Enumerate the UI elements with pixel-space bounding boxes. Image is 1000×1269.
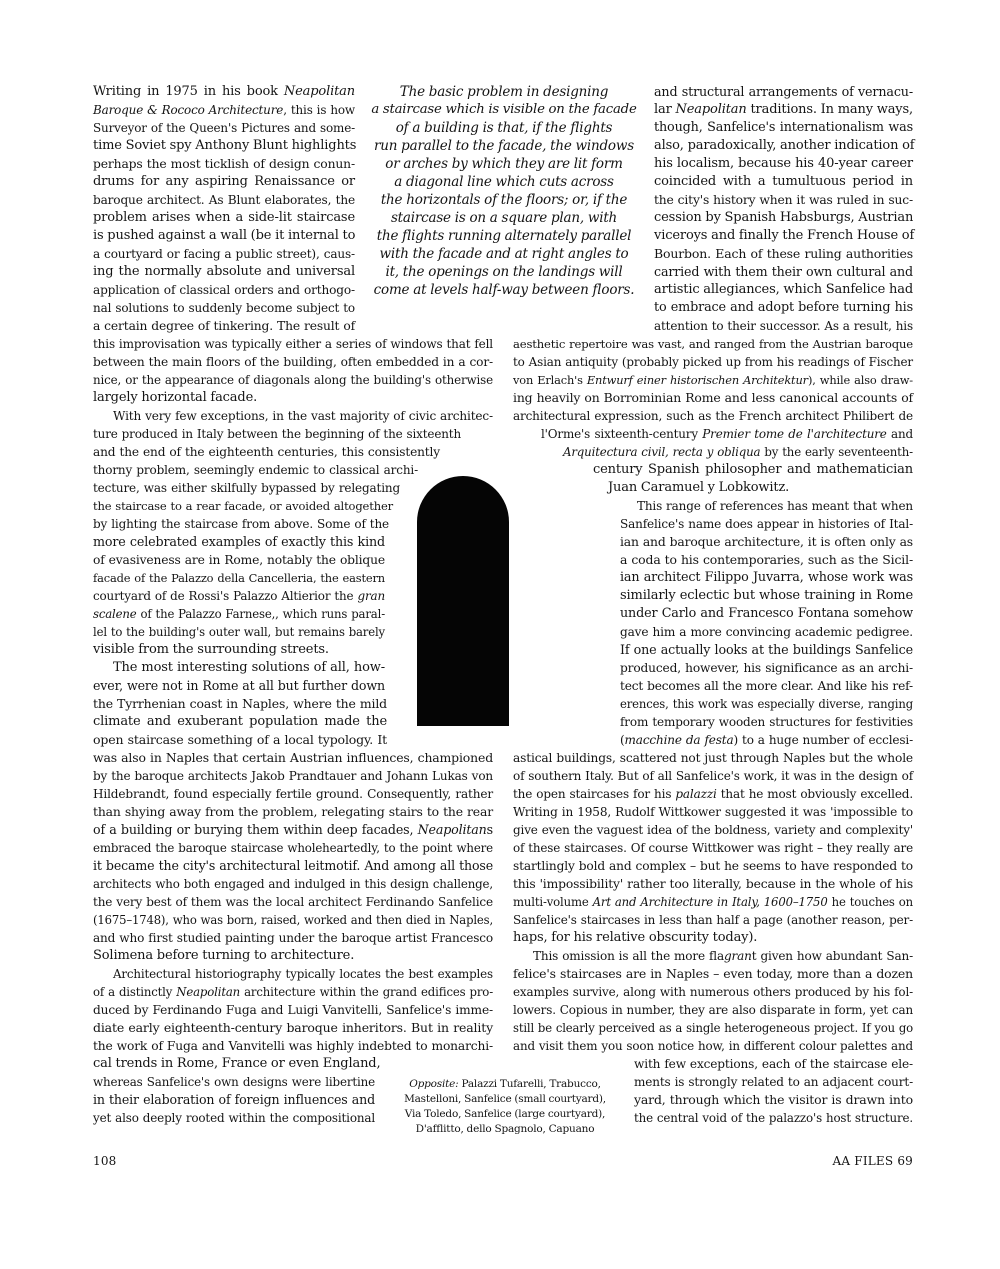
right-col-line: yard, through which the visitor is drawn into [634,1092,913,1107]
right-col-line: under Carlo and Francesco Fontana somehow [620,606,913,621]
left-col-line: Baroque & Rococo Architecture, this is how [93,103,355,117]
right-col-line: to Asian antiquity (probably picked up from his readings of Fischer [513,355,913,369]
left-col-line: cal trends in Rome, France or even England, [93,1056,381,1071]
right-col-line: Sanfelice's staircases in less than half a page (another reason, per- [513,913,913,927]
pull-quote-line: run parallel to the facade, the windows [374,138,634,154]
left-col-line: is pushed against a wall (be it internal to [93,228,356,243]
right-col-line: his localism, because his 40-year career [654,156,913,171]
left-col-line: time Soviet spy Anthony Blunt highlights [93,138,357,153]
right-col-line: examples survive, along with numerous others produced by his fol- [513,985,913,999]
left-col-line: application of classical orders and orthogo- [93,283,355,297]
right-col-line: a coda to his contemporaries, such as the Sicil- [620,552,913,567]
right-col-line: lar Neapolitan traditions. In many ways, [654,102,913,117]
right-col-line: Juan Caramuel y Lobkowitz. [608,480,790,495]
right-col-line: of these staircases. Of course Wittkower was right – they really are [513,841,913,855]
right-col-line: von Erlach's Entwurf einer historischen Architektur), while also draw- [513,373,913,387]
pull-quote-line: staircase is on a square plan, with [390,210,618,226]
right-col-line: Writing in 1958, Rudolf Wittkower suggested it was 'impossible to [513,805,913,819]
right-col-line: ing heavily on Borrominian Rome and less canonical accounts of [513,390,913,405]
right-col-line: this 'impossibility' rather too literally, because in the whole of his [513,877,913,891]
pull-quote-line: or arches by which they are lit form [385,156,623,172]
right-col-line: astical buildings, scattered not just through Naples but the whole [513,751,913,765]
left-col-line: of evasiveness are in Rome, notably the oblique [93,553,385,567]
caption-line: Via Toledo, Sanfelice (large courtyard), [404,1108,606,1120]
right-col-line: aesthetic repertoire was vast, and ranged from the Austrian baroque [513,337,913,351]
right-col-line: Bourbon. Each of these ruling authorities [654,246,913,261]
left-col-line: Hildebrandt, found especially fertile ground. Consequently, rather [93,787,493,801]
left-col-line: (1675–1748), who was born, raised, worked and then died in Naples, [93,913,493,927]
left-col-line: nal solutions to suddenly become subject to [93,301,355,315]
left-col-line: architects who both engaged and indulged in this design challenge, [93,877,493,891]
left-col-line: the very best of them was the local architect Ferdinando Sanfelice [93,895,493,909]
right-col-line: and visit them you soon notice how, in different colour palettes and [513,1039,913,1053]
right-col-line: of southern Italy. But of all Sanfelice's work, it was in the design of [513,769,913,783]
left-col-line: a certain degree of tinkering. The result of [93,319,355,333]
left-col-line: diate early eighteenth-century baroque inheritors. But in reality [93,1020,493,1035]
right-col-line: carried with them their own cultural and [654,264,913,279]
left-col-line: duced by Ferdinando Fuga and Luigi Vanvitelli, Sanfelice's imme- [93,1003,493,1017]
right-col-line: the central void of the palazzo's host structure. [634,1111,913,1125]
left-col-line: The most interesting solutions of all, how- [113,660,385,675]
right-col-line: the open staircases for his palazzi that he most obviously excelled. [513,787,914,801]
right-col-line: l'Orme's sixteenth-century Premier tome de l'architecture and [541,427,913,441]
left-col-line: largely horizontal facade. [93,390,258,405]
left-col-line: than shying away from the problem, relegating stairs to the rear [93,804,493,819]
left-col-line: scalene of the Palazzo Farnese,, which runs paral- [93,607,385,621]
left-col-line: of a building or burying them within deep facades, Neapolitans [93,822,493,837]
left-col-line: in their elaboration of foreign influences and [93,1092,375,1107]
right-col-line: with few exceptions, each of the staircase ele- [634,1057,913,1071]
right-col-line: gave him a more convincing academic pedigree. [620,625,913,639]
left-col-line: visible from the surrounding streets. [93,642,329,657]
right-col-line: still be clearly perceived as a single heterogeneous project. If you go [513,1021,913,1035]
right-col-line: attention to their successor. As a result, his [654,319,913,333]
pull-quote-line: come at levels half-way between floors. [373,282,635,298]
left-col-line: and who first studied painting under the baroque artist Francesco [93,931,493,945]
left-col-line: the staircase to a rear facade, or avoided altogether [93,499,393,513]
left-col-line: open staircase something of a local typology. It [93,732,387,747]
left-col-line: Writing in 1975 in his book Neapolitan [93,84,355,99]
right-col-line: produced, however, his significance as an archi- [620,661,913,675]
left-col-line: between the main floors of the building, often embedded in a cor- [93,355,493,369]
left-col-line: baroque architect. As Blunt elaborates, the [93,193,355,207]
left-col-line: courtyard of de Rossi's Palazzo Altierior the gran [93,589,385,603]
pull-quote-line: it, the openings on the landings will [385,264,623,280]
page-number: 108 [93,1154,117,1168]
pull-quote-line: The basic problem in designing [399,84,609,100]
left-col-line: a courtyard or facing a public street), caus- [93,247,355,261]
left-col-line: With very few exceptions, in the vast majority of civic architec- [113,409,493,423]
right-col-line: architectural expression, such as the French architect Philibert de [513,409,913,423]
left-col-line: it became the city's architectural leitmotif. And among all those [93,858,493,873]
arch-image [417,476,509,726]
left-col-line: Solimena before turning to architecture. [93,948,355,963]
right-col-line: give even the vaguest idea of the boldness, variety and complexity' [513,823,913,837]
right-col-line: also, paradoxically, another indication of [654,138,915,153]
caption-line: Mastelloni, Sanfelice (small courtyard), [404,1093,606,1105]
right-col-line: ian and baroque architecture, it is often only as [620,535,913,549]
right-col-line: startlingly bold and complex – but he seems to have responded to [513,859,913,873]
right-col-line: This omission is all the more flagrant given how abundant San- [533,949,913,963]
right-col-line: Arquitectura civil, recta y obliqua by the early seventeenth- [563,445,913,459]
left-col-line: perhaps the most ticklish of design conun- [93,157,355,171]
left-col-line: ing the normally absolute and universal [93,264,355,279]
left-col-line: embraced the baroque staircase wholeheartedly, to the point where [93,841,493,855]
left-col-line: Architectural historiography typically locates the best examples [113,967,493,981]
left-col-line: Surveyor of the Queen's Pictures and some- [93,121,355,135]
left-col-line: lel to the building's outer wall, but remains barely [93,625,385,639]
left-col-line: facade of the Palazzo della Cancelleria, the eastern [93,571,385,585]
left-col-line: tecture, was either skilfully bypassed by relegating [93,481,400,495]
left-col-line: by lighting the staircase from above. Some of the [93,517,389,531]
pull-quote-line: a staircase which is visible on the facade [371,102,637,117]
pull-quote-line: the horizontals of the floors; or, if the [380,192,628,208]
left-col-line: was also in Naples that certain Austrian influences, championed [93,750,493,765]
caption-line: D'afflitto, dello Spagnolo, Capuano [415,1123,595,1135]
right-col-line: cession by Spanish Habsburgs, Austrian [654,210,914,225]
right-col-line: coincided with a tumultuous period in [654,174,913,189]
left-col-line: this improvisation was typically either a series of windows that fell [93,337,493,351]
journal-name: AA FILES 69 [832,1154,913,1168]
caption-line: Opposite: Palazzi Tufarelli, Trabucco, [409,1078,601,1090]
right-col-line: erences, this work was especially diverse, ranging [620,697,913,711]
left-col-line: and the end of the eighteenth centuries, this consistently [93,445,440,459]
pull-quote-line: with the facade and at right angles to [379,246,629,262]
left-col-line: more celebrated examples of exactly this kind [93,534,385,549]
left-col-line: nice, or the appearance of diagonals along the building's otherwise [93,373,493,387]
left-col-line: the work of Fuga and Vanvitelli was highly indebted to monarchi- [93,1039,493,1053]
right-col-line: viceroys and finally the French House of [654,228,915,243]
left-col-line: of a distinctly Neapolitan architecture within the grand edifices pro- [93,985,493,999]
right-col-line: multi-volume Art and Architecture in Italy, 1600–1750 he touches on [513,895,913,909]
right-col-line: to embrace and adopt before turning his [654,300,913,315]
left-col-line: climate and exuberant population made the [93,714,387,729]
right-col-line: and structural arrangements of vernacu- [654,84,913,99]
right-col-line: haps, for his relative obscurity today). [513,930,758,945]
pull-quote-line: a diagonal line which cuts across [394,174,614,190]
left-col-line: ever, were not in Rome at all but further down [93,678,385,693]
pull-quote-line: the flights running alternately parallel [376,228,632,244]
left-col-line: the Tyrrhenian coast in Naples, where the mild [93,696,387,711]
left-col-line: thorny problem, seemingly endemic to classical archi- [93,463,418,477]
right-col-line: If one actually looks at the buildings Sanfelice [620,642,913,657]
right-col-line: ian architect Filippo Juvarra, whose work was [620,570,913,585]
right-col-line: though, Sanfelice's internationalism was [654,120,913,135]
right-col-line: (macchine da festa) to a huge number of ecclesi- [620,733,913,747]
right-col-line: lowers. Copious in number, they are also disparate in form, yet can [513,1003,913,1017]
right-col-line: similarly eclectic but whose training in Rome [620,588,913,603]
right-col-line: century Spanish philosopher and mathematician [593,462,913,477]
pull-quote-line: of a building is that, if the flights [395,120,613,136]
left-col-line: yet also deeply rooted within the compositional [93,1111,375,1125]
right-col-line: Sanfelice's name does appear in histories of Ital- [620,517,913,531]
right-col-line: This range of references has meant that when [637,499,913,513]
right-col-line: felice's staircases are in Naples – even today, more than a dozen [513,966,913,981]
left-col-line: whereas Sanfelice's own designs were libertine [93,1075,375,1089]
left-col-line: drums for any aspiring Renaissance or [93,174,355,189]
left-col-line: by the baroque architects Jakob Prandtauer and Johann Lukas von [93,769,493,783]
right-col-line: ments is strongly related to an adjacent court- [634,1075,913,1089]
right-col-line: tect becomes all the more clear. And like his ref- [620,679,913,693]
left-col-line: ture produced in Italy between the beginning of the sixteenth [93,427,461,441]
right-col-line: the city's history when it was ruled in suc- [654,193,913,207]
left-col-line: problem arises when a side-lit staircase [93,210,355,225]
right-col-line: from temporary wooden structures for festivities [620,715,913,729]
right-col-line: artistic allegiances, which Sanfelice had [654,282,913,297]
